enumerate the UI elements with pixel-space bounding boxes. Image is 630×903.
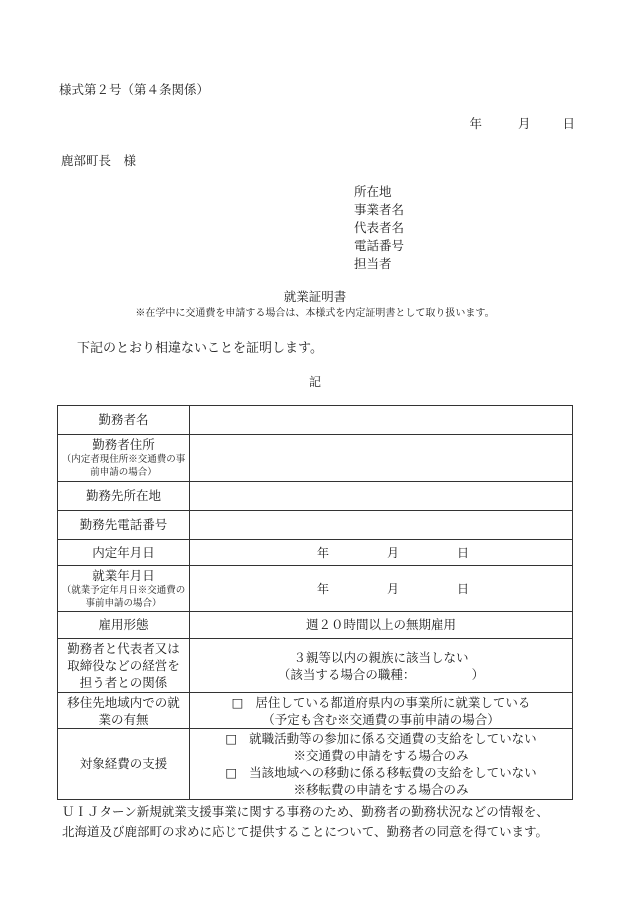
employer-phone-label: 電話番号 xyxy=(354,238,405,253)
residence-value-2: （予定も含む※交通費の事前申請の場合） xyxy=(262,711,500,727)
employee-name-label: 勤務者名 xyxy=(58,406,190,435)
support-value-3: 当該地域への移動に係る移転費の支給をしていない xyxy=(249,765,537,780)
ki-mark: 記 xyxy=(308,375,321,389)
employee-name-field[interactable] xyxy=(190,406,573,435)
support-value-4: ※移転費の申請をする場合のみ xyxy=(293,782,469,797)
offer-date-label: 内定年月日 xyxy=(58,540,190,566)
document-title: 就業証明書 xyxy=(283,289,347,304)
addressee: 鹿部町長 様 xyxy=(61,153,137,168)
support-value-2: ※交通費の申請をする場合のみ xyxy=(293,748,469,763)
row-employment-date xyxy=(58,566,573,612)
employment-type-label: 雇用形態 xyxy=(58,612,190,639)
consent-line-1: ＵＩＪターン新規就業支援事業に関する事務のため、勤務者の勤務状況などの情報を、 xyxy=(62,804,549,819)
date-year: 年 xyxy=(469,116,482,131)
employer-contact-label: 担当者 xyxy=(354,256,392,271)
offer-date-field[interactable]: 年 月 日 xyxy=(190,540,573,566)
support-value-1: 就職活動等の参加に係る交通費の支給をしていない xyxy=(249,731,537,746)
work-phone-field[interactable] xyxy=(190,511,573,540)
employer-company-label: 事業者名 xyxy=(354,202,405,217)
row-employee-address xyxy=(58,435,573,482)
employment-date-label: 就業年月日 （就業予定年月日※交通費の事前申請の場合） xyxy=(58,566,190,612)
support-checkbox-1[interactable]: □ xyxy=(225,731,238,746)
row-work-phone xyxy=(58,511,573,540)
employer-representative-label: 代表者名 xyxy=(354,220,405,235)
date-day: 日 xyxy=(562,116,575,131)
employment-type-value: 週２０時間以上の無期雇用 xyxy=(190,612,573,639)
relation-field xyxy=(190,639,573,693)
employee-address-field[interactable] xyxy=(190,435,573,482)
date-month: 月 xyxy=(517,116,531,131)
row-work-address xyxy=(58,482,573,511)
row-support xyxy=(58,729,573,800)
relation-label: 勤務者と代表者又は取締役などの経営を担う者との関係 xyxy=(58,639,190,693)
employer-address-label: 所在地 xyxy=(354,184,392,199)
relation-value-1: ３親等以内の親族に該当しない xyxy=(293,649,469,665)
relation-value-2: （該当する場合の職種： ） xyxy=(277,666,485,682)
support-label: 対象経費の支援 xyxy=(58,729,190,800)
row-employment-type xyxy=(58,612,573,639)
support-checkbox-2[interactable]: □ xyxy=(225,765,238,780)
row-offer-date xyxy=(58,540,573,566)
work-address-field[interactable] xyxy=(190,482,573,511)
residence-label: 移住先地域内での就業の有無 xyxy=(58,693,190,729)
issue-date xyxy=(469,114,575,132)
employer-block xyxy=(354,183,404,273)
residence-value-1: 居住している都道府県内の事業所に就業している xyxy=(255,694,531,710)
form-number: 様式第２号（第４条関係） xyxy=(59,82,210,97)
work-phone-label: 勤務先電話番号 xyxy=(58,511,190,540)
employee-address-sub: （内定者現住所※交通費の事前申請の場合） xyxy=(61,454,186,478)
residence-checkbox[interactable]: □ xyxy=(231,694,244,710)
residence-field xyxy=(190,693,573,729)
support-field xyxy=(190,729,573,800)
row-employee-name xyxy=(58,406,573,435)
certification-statement: 下記のとおり相違ないことを証明します。 xyxy=(77,341,323,356)
employment-date-field[interactable]: 年 月 日 xyxy=(190,566,573,612)
consent-line-2: 北海道及び鹿部町の求めに応じて提供することについて、勤務者の同意を得ています。 xyxy=(62,824,549,839)
certificate-table xyxy=(57,405,573,800)
work-address-label: 勤務先所在地 xyxy=(58,482,190,511)
employment-date-sub: （就業予定年月日※交通費の事前申請の場合） xyxy=(61,584,186,609)
row-residence xyxy=(58,693,573,729)
row-relation xyxy=(58,639,573,693)
employee-address-label: 勤務者住所 （内定者現住所※交通費の事前申請の場合） xyxy=(58,435,190,482)
document-note: ※在学中に交通費を申請する場合は、本様式を内定証明書として取り扱います。 xyxy=(135,308,495,319)
consent-statement xyxy=(62,802,549,842)
